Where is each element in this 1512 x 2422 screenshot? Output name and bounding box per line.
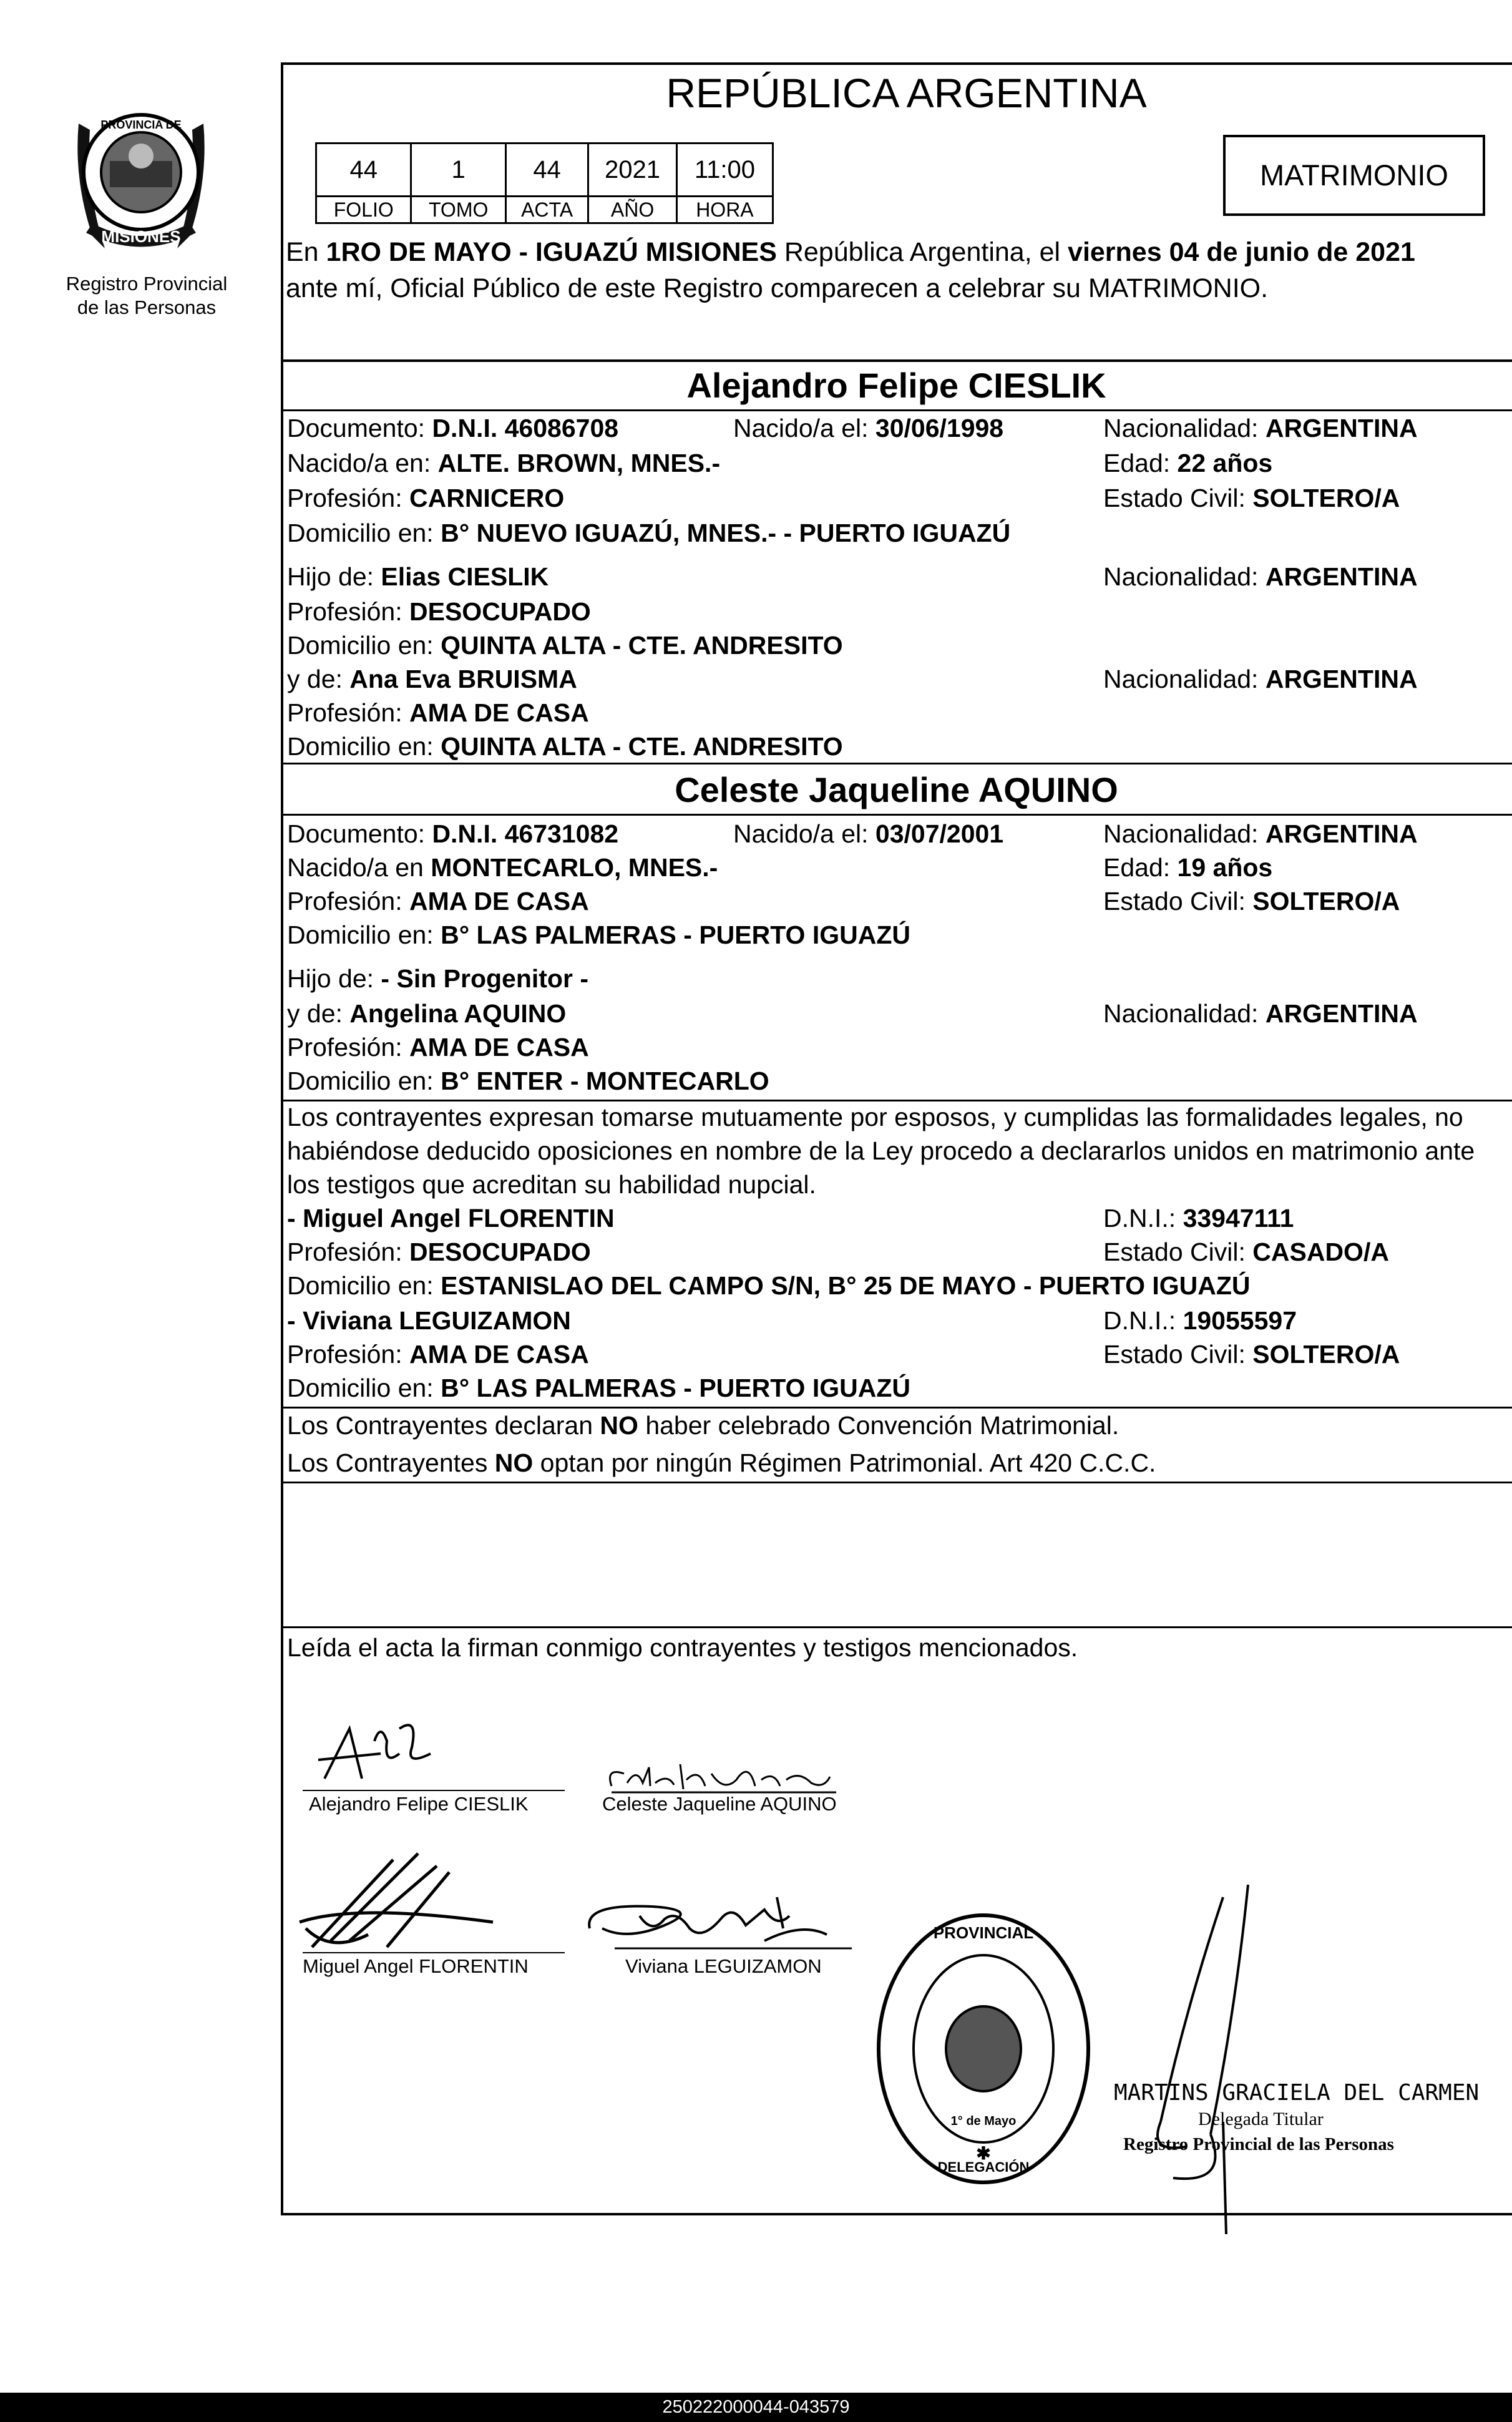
witness-2-profession: Profesión: AMA DE CASA [287,1340,589,1369]
hora-value: 11:00 [676,144,773,197]
footer-barcode-bar: 250222000044-043579 [0,2393,1512,2422]
intro-line-1: En 1RO DE MAYO - IGUAZÚ MISIONES República Argentina, el viernes 04 de junio de 2021 [286,237,1415,267]
witness-2-signature [577,1891,852,1960]
groom-father-profession: Profesión: DESOCUPADO [287,597,591,626]
groom-name-heading: Alejandro Felipe CIESLIK [686,366,1106,405]
groom-age: Edad: 22 años [1103,449,1273,477]
declaration-line-2: habiéndose deducido oposiciones en nombre de la Ley procedo a declararlos unidos en matrimonio ante [287,1136,1475,1165]
witness-2-civil-status: Estado Civil: SOLTERO/A [1103,1340,1400,1369]
bride-birth-date: Nacido/a el: 03/07/2001 [733,819,1004,848]
witness-2-signature-caption: Viviana LEGUIZAMON [625,1955,822,1977]
bride-birthplace: Nacido/a en MONTECARLO, MNES.- [287,853,718,882]
svg-text:PROVINCIA DE: PROVINCIA DE [100,119,182,131]
official-seal [872,1910,1095,2188]
divider-closing [281,1626,1512,1628]
tomo-label: TOMO [411,197,505,223]
groom-mother-nationality: Nacionalidad: ARGENTINA [1103,665,1418,693]
witness-2-name: - Viviana LEGUIZAMON [287,1306,571,1335]
divider-blank [281,1482,1512,1483]
closing-text: Leída el acta la firman conmigo contrayentes y testigos mencionados. [287,1633,1078,1662]
groom-father-nationality: Nacionalidad: ARGENTINA [1103,562,1418,591]
bride-mother-nationality: Nacionalidad: ARGENTINA [1103,999,1418,1028]
groom-civil-status: Estado Civil: SOLTERO/A [1103,484,1400,512]
hora-label: HORA [676,197,773,223]
witness-1-address: Domicilio en: ESTANISLAO DEL CAMPO S/N, B° 25 DE MAYO - PUERTO IGUAZÚ [287,1271,1251,1300]
svg-text:1° de Mayo: 1° de Mayo [950,2114,1017,2128]
divider-groom-data [281,409,1512,411]
frame-top [281,62,1512,65]
groom-mother-address: Domicilio en: QUINTA ALTA - CTE. ANDRESITO [287,732,843,761]
acta-label: ACTA [505,197,588,223]
groom-father: Hijo de: Elias CIESLIK [287,562,549,591]
witness-1-civil-status: Estado Civil: CASADO/A [1103,1238,1389,1266]
bride-documento: Documento: D.N.I. 46731082 [287,819,619,848]
official-title: Delegada Titular [1198,2109,1324,2129]
anio-value: 2021 [588,144,677,197]
bride-father: Hijo de: - Sin Progenitor - [287,964,588,993]
convention-line-1: Los Contrayentes declaran NO haber celebrado Convención Matrimonial. [287,1411,1119,1440]
official-name: MARTINS GRACIELA DEL CARMEN [1114,2080,1480,2106]
bride-address: Domicilio en: B° LAS PALMERAS - PUERTO IGUAZÚ [287,920,910,949]
groom-father-address: Domicilio en: QUINTA ALTA - CTE. ANDRESITO [287,631,843,660]
svg-text:PROVINCIAL: PROVINCIAL [933,1923,1034,1942]
groom-birth-date: Nacido/a el: 30/06/1998 [733,414,1004,442]
document-title: REPÚBLICA ARGENTINA [666,70,1147,116]
declaration-line-3: los testigos que acreditan su habilidad nupcial. [287,1170,816,1199]
bride-nationality: Nacionalidad: ARGENTINA [1103,819,1418,848]
witness-1-signature-caption: Miguel Angel FLORENTIN [303,1955,529,1977]
groom-birthplace: Nacido/a en: ALTE. BROWN, MNES.- [287,449,721,477]
bride-mother: y de: Angelina AQUINO [287,999,567,1028]
groom-signature [312,1716,449,1791]
acta-value: 44 [505,144,588,197]
logo-caption [44,272,250,320]
witness-2-dni: D.N.I.: 19055597 [1103,1306,1297,1335]
record-type-box: MATRIMONIO [1223,135,1485,216]
divider-convention [281,1407,1512,1409]
groom-documento: Documento: D.N.I. 46086708 [287,414,619,442]
bride-signature-caption: Celeste Jaqueline AQUINO [602,1793,837,1815]
folio-label: FOLIO [316,197,411,223]
witness-1-name: - Miguel Angel FLORENTIN [287,1204,615,1233]
witness-1-profession: Profesión: DESOCUPADO [287,1238,591,1266]
divider-bride-data [281,814,1512,816]
bride-mother-address: Domicilio en: B° ENTER - MONTECARLO [287,1067,769,1095]
svg-text:DELEGACIÓN: DELEGACIÓN [937,2159,1030,2175]
folio-value: 44 [316,144,411,197]
divider-groom-top [281,359,1512,362]
official-signature [1123,1885,1323,2234]
svg-text:MISIONES: MISIONES [101,227,181,246]
witness-1-signature [293,1847,499,1960]
tomo-value: 1 [411,144,505,197]
logo-caption-line1: Registro Provincial [66,273,228,295]
groom-signature-caption: Alejandro Felipe CIESLIK [309,1793,529,1815]
witness-1-signature-line [303,1952,565,1953]
bride-mother-profession: Profesión: AMA DE CASA [287,1033,589,1062]
divider-bride-top [281,763,1512,764]
frame-bottom [281,2213,1512,2215]
bride-profession: Profesión: AMA DE CASA [287,887,589,916]
intro-line-2: ante mí, Oficial Público de este Registro comparecen a celebrar su MATRIMONIO. [286,273,1269,303]
province-logo [67,99,215,261]
official-office: Registro Provincial de las Personas [1123,2134,1394,2154]
declaration-line-1: Los contrayentes expresan tomarse mutuamente por esposos, y cumplidas las formalidades legales, no [287,1103,1463,1131]
groom-address: Domicilio en: B° NUEVO IGUAZÚ, MNES.- - PUERTO IGUAZÚ [287,519,1011,547]
groom-mother-profession: Profesión: AMA DE CASA [287,698,589,727]
convention-line-2: Los Contrayentes NO optan por ningún Régimen Patrimonial. Art 420 C.C.C. [287,1448,1156,1477]
groom-signature-line [303,1790,565,1791]
registration-table [315,142,774,224]
bride-age: Edad: 19 años [1103,853,1273,882]
groom-nationality: Nacionalidad: ARGENTINA [1103,414,1418,442]
anio-label: AÑO [588,197,677,223]
bride-name-heading: Celeste Jaqueline AQUINO [675,770,1118,809]
witness-2-address: Domicilio en: B° LAS PALMERAS - PUERTO IGUAZÚ [287,1374,910,1402]
bride-civil-status: Estado Civil: SOLTERO/A [1103,887,1400,916]
groom-mother: y de: Ana Eva BRUISMA [287,665,577,693]
groom-profession: Profesión: CARNICERO [287,484,565,512]
logo-caption-line2: de las Personas [77,296,217,318]
witness-1-dni: D.N.I.: 33947111 [1103,1204,1294,1233]
svg-text:✱: ✱ [976,2144,991,2163]
